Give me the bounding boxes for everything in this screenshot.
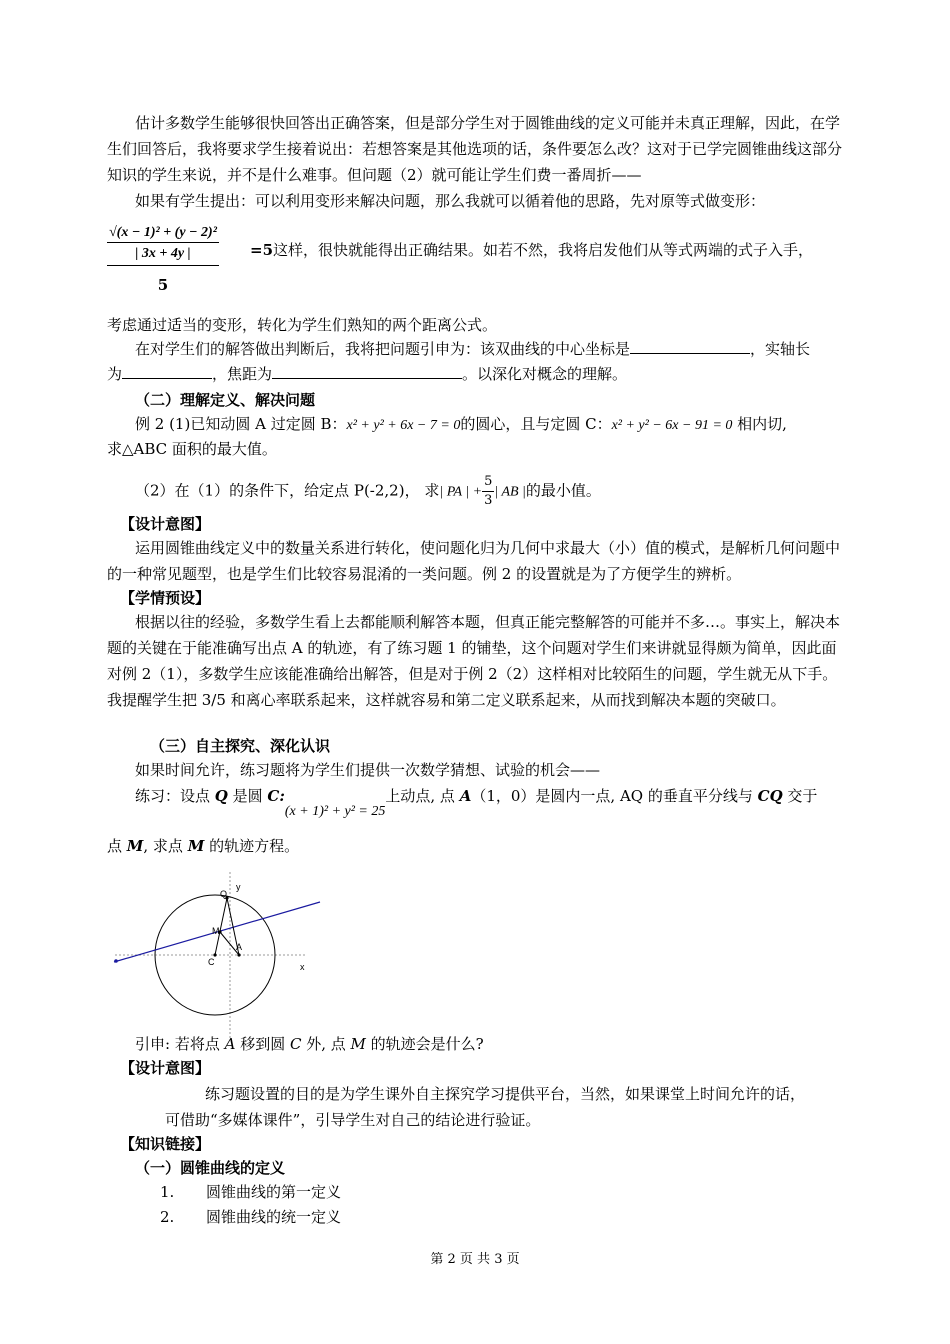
ex-circle-c: C:: [267, 787, 285, 805]
p5-text-b: ，实轴长: [750, 340, 811, 358]
design-intent-text-1: 运用圆锥曲线定义中的数量关系进行转化，使问题化归为几何中求最大（小）值的模式，是解析几何问题中的一种常见题型，也是学生们比较容易混淆的一类问题。例 2 的设置就是为了方便学生的辨析。: [107, 539, 841, 583]
ex2-2-text-a: （2）在（1）的条件下，给定点 P(-2,2)， 求: [135, 481, 440, 500]
list-item: [160, 1182, 341, 1202]
formula-rest-line: [250, 240, 813, 260]
knowledge-link-heading: 【知识链接】: [120, 1135, 211, 1153]
design-intent-text-2-line2: 可借助“多媒体课件”，引导学生对自己的结论进行验证。: [165, 1111, 541, 1129]
label-x: x: [300, 962, 305, 972]
ex-text-l: , 求点: [143, 837, 188, 855]
extension-line: [135, 1034, 484, 1054]
student-preset-text: 根据以往的经验，多数学生看上去都能顺利解答本题，但真正能完整解答的可能并不多…。事实上，解决本题的关键在于能准确写出点 A 的轨迹，有了练习题 1 的铺垫，这个问题对学生们来讲就显得颇为简单，因此面对例 2（1），多数学生应该能准确给出解答，但是对于例 2（2）这样相对比较陌生的问题，学生就无从下手。我提醒学生把 3/5 和离心率联系起来，这样就容易和第二定义联系起来，从而找到解决本题的突破口。: [107, 613, 841, 709]
design-intent-heading-1: 【设计意图】: [120, 515, 211, 533]
ex-text-j: 点: [107, 837, 127, 855]
ex-text-a: 练习：设点: [135, 787, 215, 805]
label-q: Q: [220, 889, 228, 899]
paragraph-5-line1: [135, 339, 810, 359]
paragraph-1: 估计多数学生能够很快回答出正确答案，但是部分学生对于圆锥曲线的定义可能并未真正理解，因此，在学生们回答后，我将要求学生接着说出：若想答案是其他选项的话，条件要怎么改？这对于已学完圆锥曲线这部分知识的学生来说，并不是什么难事。但问题（2）就可能让学生们费一番周折——: [107, 114, 843, 184]
blank-axis: [122, 364, 212, 379]
ext-text-g: 的轨迹会是什么?: [365, 1035, 484, 1053]
pa-expression: | PA | +: [439, 484, 483, 500]
list-item-1-text: 圆锥曲线的第一定义: [206, 1183, 342, 1201]
exercise-line1: [135, 786, 818, 819]
ext-text-e: 外, 点: [301, 1035, 351, 1053]
ext-text-c: 移到圆: [235, 1035, 290, 1053]
ex2-2-text-b: 的最小值。: [525, 481, 601, 500]
p5-text-a: 在对学生们的解答做出判断后，我将把问题引申为：该双曲线的中心坐标是: [135, 340, 631, 358]
exercise-circle-equation: (x + 1)² + y² = 25: [284, 804, 386, 819]
paragraph-4: 考虑通过适当的变形，转化为学生们熟知的两个距离公式。: [107, 316, 498, 334]
list-item-1-number: 1.: [160, 1183, 175, 1201]
circle-c-equation: x² + y² − 6x − 91 = 0: [611, 418, 733, 433]
ab-expression: | AB |: [494, 484, 526, 500]
design-intent-text-2-line1: 练习题设置的目的是为学生课外自主探究学习提供平台，当然，如果课堂上时间允许的话，: [205, 1085, 806, 1103]
page-footer: 第 2 页 共 3 页: [430, 1252, 520, 1267]
blank-focal: [272, 364, 462, 379]
exercise-line2: [107, 836, 299, 856]
ex-point-m: M: [126, 837, 144, 855]
five-thirds-fraction: [482, 473, 494, 510]
section-heading-2: （二）理解定义、解决问题: [135, 391, 316, 409]
blank-center: [630, 339, 750, 354]
example-2-part2: [135, 473, 601, 510]
paragraph-2: 如果有学生提出：可以利用变形来解决问题，那么我就可以循着他的思路，先对原等式做变形：: [135, 192, 766, 210]
student-preset-heading: 【学情预设】: [120, 589, 211, 607]
ext-point-m: M: [350, 1035, 366, 1053]
design-intent-heading-2: 【设计意图】: [120, 1059, 211, 1077]
distance-ratio-formula: [107, 222, 219, 294]
formula-denominator-abs: | 3x + 4y |: [135, 246, 191, 261]
line-endpoint: [114, 959, 118, 963]
section-heading-3: （三）自主探究、深化认识: [150, 737, 331, 755]
label-a: A: [236, 942, 243, 952]
p5-text-e: 。以深化对概念的理解。: [462, 365, 628, 383]
paragraph-6: 如果时间允许，练习题将为学生们提供一次数学猜想、试验的机会——: [135, 761, 601, 779]
p5-text-c: 为: [107, 365, 123, 383]
formula-numerator: √(x − 1)² + (y − 2)²: [109, 225, 217, 240]
fraction-denominator: 3: [484, 493, 493, 508]
ex-text-g: （1，0）是圆内一点, AQ 的垂直平分线与: [471, 787, 758, 805]
ex-segment-cq: CQ: [757, 787, 783, 805]
ex-text-c: 是圆: [227, 787, 268, 805]
geometry-figure: [110, 870, 330, 1040]
ext-text-a: 引申: 若将点: [135, 1035, 225, 1053]
ex2-text-a: 例 2 (1)已知动圆 A 过定圆 B：: [135, 415, 347, 433]
label-m: M: [212, 926, 220, 936]
formula-denominator-five: 5: [157, 276, 169, 294]
ex2-text-c: 相内切,: [732, 415, 787, 433]
p5-text-d: ，焦距为: [212, 365, 273, 383]
ex-point-a: A: [459, 787, 472, 805]
example-2-line1: [135, 414, 787, 436]
example-2-line2: 求△ABC 面积的最大值。: [107, 440, 277, 458]
list-item: [160, 1207, 341, 1227]
ex2-text-b: 的圆心，且与定圆 C：: [460, 415, 612, 433]
label-c: C: [208, 957, 215, 967]
circle-b-equation: x² + y² + 6x − 7 = 0: [346, 418, 461, 433]
ext-point-a: A: [224, 1035, 236, 1053]
ex-text-i: 交于: [782, 787, 818, 805]
ex-text-e: 上动点, 点: [385, 787, 460, 805]
label-y: y: [236, 882, 241, 892]
ex-point-q: Q: [214, 787, 228, 805]
paragraph-5-line2: [107, 364, 627, 384]
list-item-2-text: 圆锥曲线的统一定义: [206, 1208, 342, 1226]
formula-rhs: =5: [250, 241, 274, 259]
point-a: [237, 953, 240, 956]
ext-circle-c: C: [289, 1035, 302, 1053]
fraction-numerator: 5: [482, 473, 494, 492]
ex-text-n: 的轨迹方程。: [204, 837, 300, 855]
section-heading-4: （一）圆锥曲线的定义: [135, 1159, 286, 1177]
ex-point-m-2: M: [187, 837, 205, 855]
paragraph-3-text: 这样，很快就能得出正确结果。如若不然，我将启发他们从等式两端的式子入手，: [273, 241, 814, 259]
list-item-2-number: 2.: [160, 1208, 175, 1226]
